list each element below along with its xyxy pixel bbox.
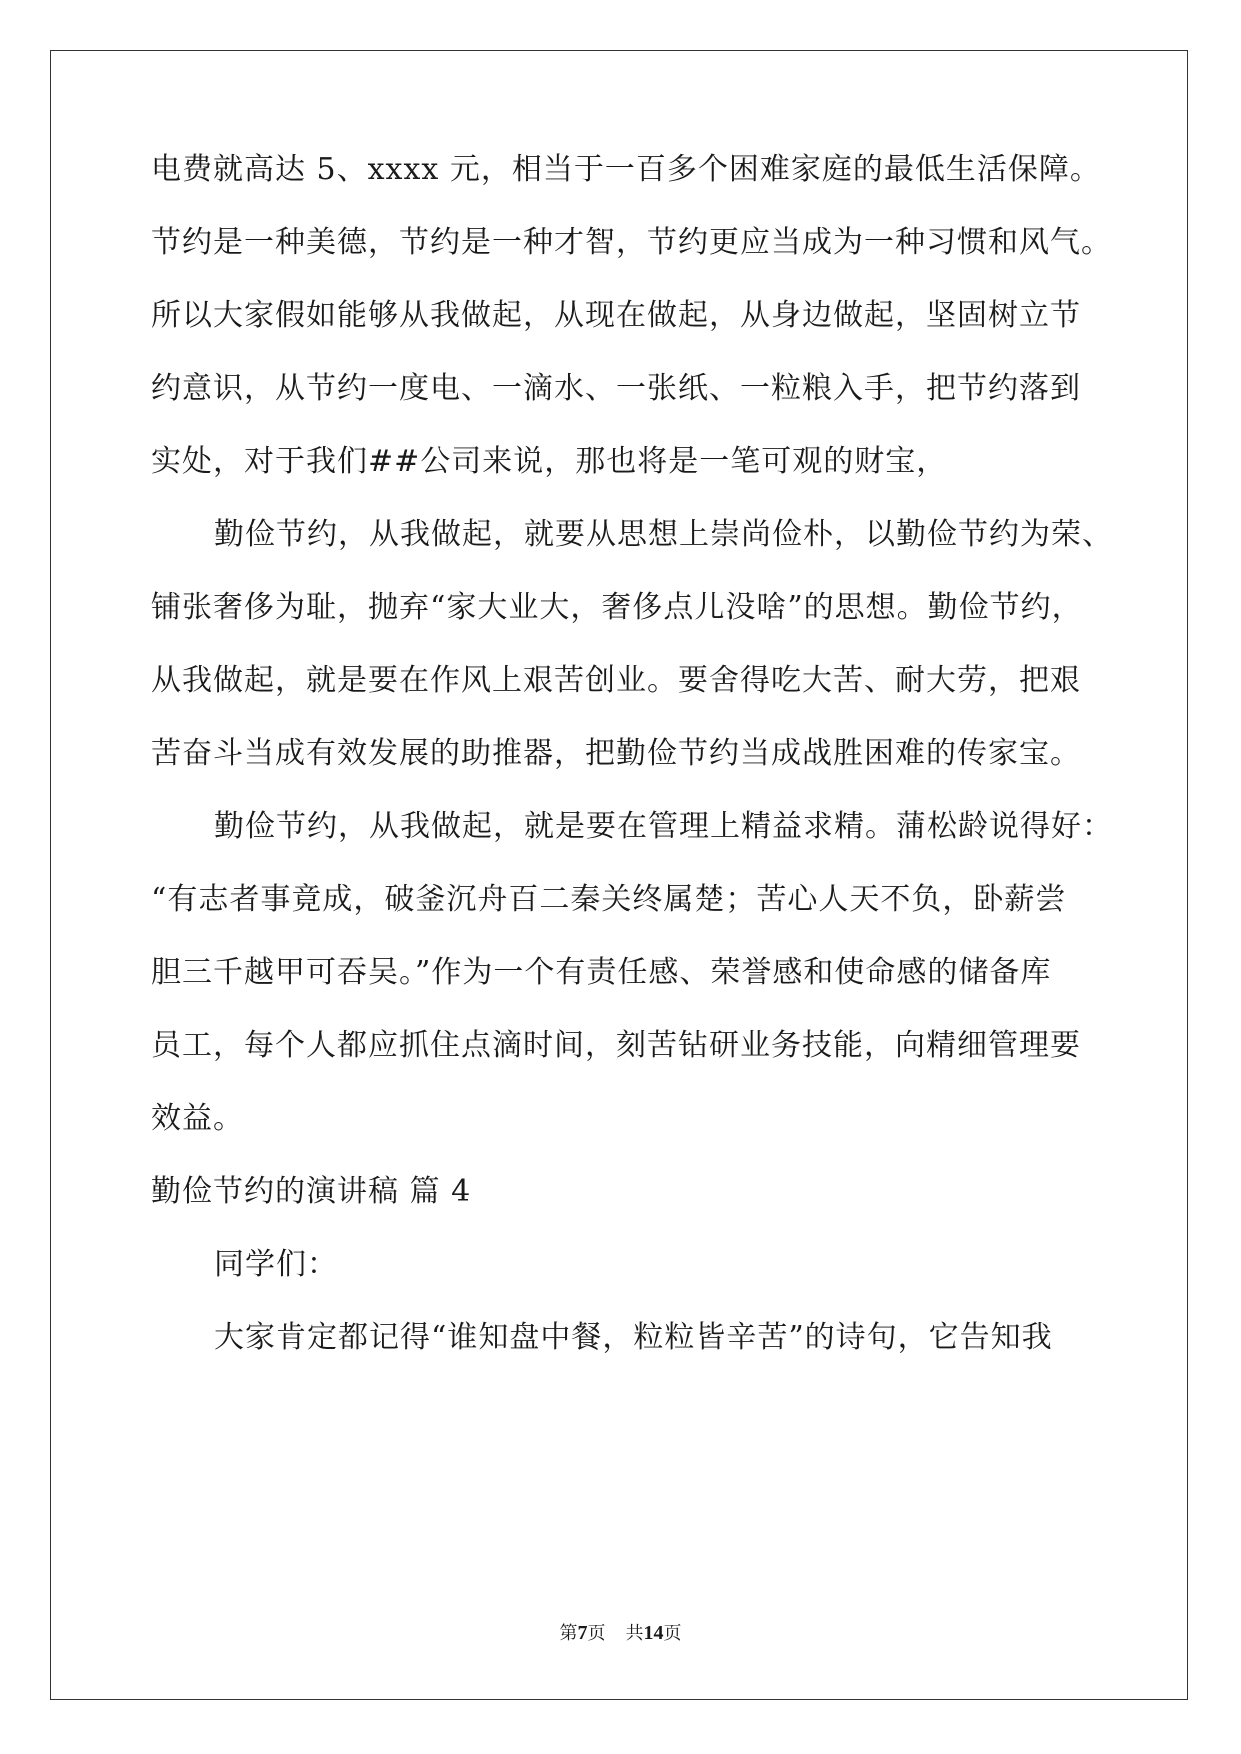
text-line: 铺张奢侈为耻，抛弃“家大业大，奢侈点儿没啥”的思想。勤俭节约， bbox=[151, 590, 1083, 625]
text-line: 电费就高达 5、xxxx 元，相当于一百多个困难家庭的最低生活保障。 bbox=[151, 152, 1101, 187]
text-line: 效益。 bbox=[151, 1101, 244, 1136]
page-prefix: 第 bbox=[559, 1623, 578, 1644]
total-page-number: 14 bbox=[643, 1622, 664, 1644]
text-line: 节约是一种美德，节约是一种才智，节约更应当成为一种习惯和风气。 bbox=[151, 225, 1112, 260]
text-line: 约意识，从节约一度电、一滴水、一张纸、一粒粮入手，把节约落到 bbox=[151, 371, 1081, 406]
page-unit: 页 bbox=[587, 1623, 606, 1644]
text-line: “有志者事竟成，破釜沉舟百二秦关终属楚；苦心人天不负，卧薪尝 bbox=[151, 882, 1067, 917]
text-line: 胆三千越甲可吞吴。”作为一个有责任感、荣誉感和使命感的储备库 bbox=[151, 955, 1052, 990]
total-unit: 页 bbox=[663, 1623, 682, 1644]
text-line: 大家肯定都记得“谁知盘中餐，粒粒皆辛苦”的诗句，它告知我 bbox=[214, 1320, 1053, 1355]
text-line: 实处，对于我们##公司来说，那也将是一笔可观的财宝， bbox=[151, 444, 948, 479]
text-line: 勤俭节约，从我做起，就要从思想上崇尚俭朴，以勤俭节约为荣、 bbox=[214, 517, 1113, 552]
page-footer bbox=[0, 1621, 1241, 1646]
text-line: 勤俭节约，从我做起，就是要在管理上精益求精。蒲松龄说得好： bbox=[214, 809, 1113, 844]
current-page-number: 7 bbox=[577, 1622, 588, 1644]
text-line: 所以大家假如能够从我做起，从现在做起，从身边做起，坚固树立节 bbox=[151, 298, 1081, 333]
total-prefix: 共 bbox=[625, 1623, 644, 1644]
section-heading: 勤俭节约的演讲稿 篇 4 bbox=[151, 1174, 472, 1209]
text-line: 员工，每个人都应抓住点滴时间，刻苦钻研业务技能，向精细管理要 bbox=[151, 1028, 1081, 1063]
salutation: 同学们： bbox=[214, 1247, 338, 1282]
text-line: 从我做起，就是要在作风上艰苦创业。要舍得吃大苦、耐大劳，把艰 bbox=[151, 663, 1081, 698]
text-line: 苦奋斗当成有效发展的助推器，把勤俭节约当成战胜困难的传家宝。 bbox=[151, 736, 1081, 771]
